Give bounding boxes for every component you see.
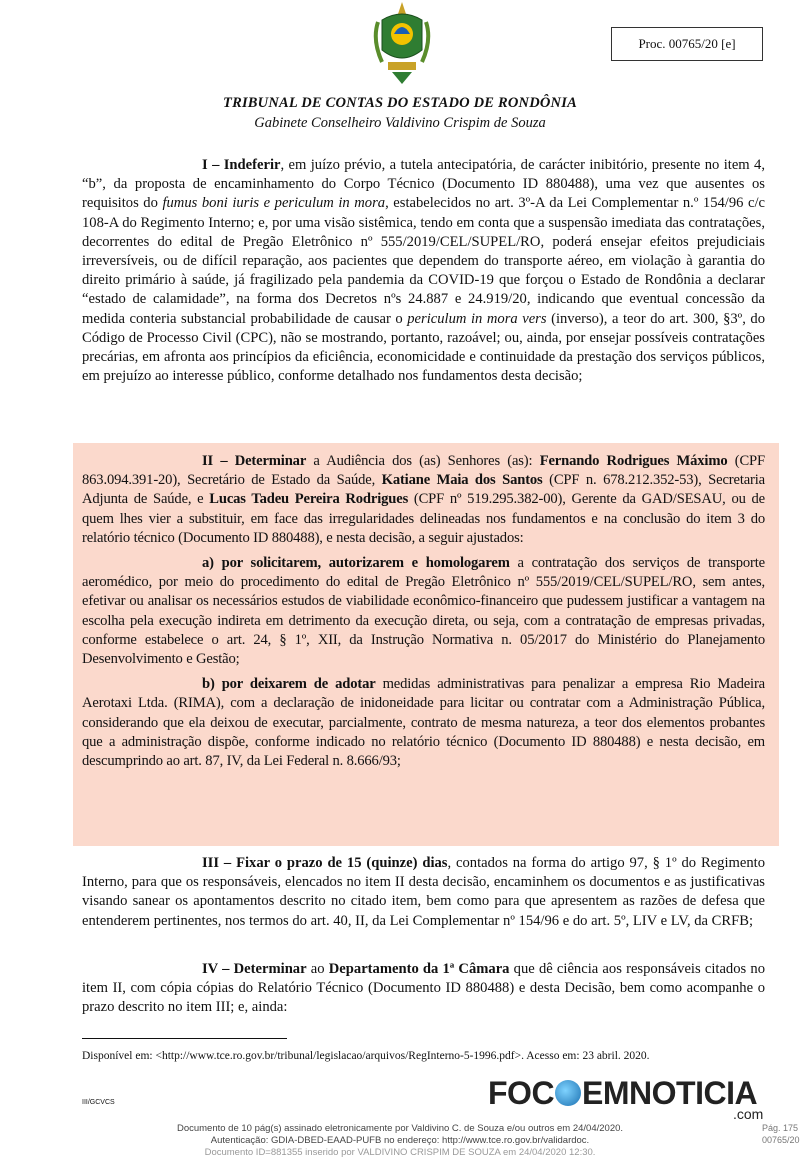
footnote-divider [82,1038,287,1039]
item-a-text: a contratação dos serviços de transporte aeromédico, por meio do procedimento do edital de Pregão Eletrônico nº 555/2019/CEL/SUPEL/RO, sem antes, efetivar ou analisar os necessários estudos de viabilidade econômico-financeiro que pudessem justificar a vantagem na escolha pela execução indireta em detrimento da execução direta, ou seja, com a contratação de empresas privadas, conforme estabelece o art. 24, § 1º, XII, da Instrução Normativa n. 05/2017 do Ministério do Planejamento Desenvolvimento e Gestão; [82,555,765,668]
section-ii-text-4: (CPF nº 519.295.382-00), Gerente da GAD/SESAU, ou de quem lhes vier a substituir, em face das irregularidades delineadas nos fundamentos e na conclusão do item 3 do relatório técnico (Documento ID 880488), e nesta decisão, a seguir ajustados: [82,491,765,546]
person-name-2: Katiane Maia dos Santos [381,472,543,489]
section-iv-lead: IV – Determinar [202,961,307,977]
item-b-text: medidas administrativas para penalizar a empresa Rio Madeira Aerotaxi Ltda. (RIMA), com a declaração de inidoneidade para licitar ou contratar com a Administração Pública, considerando que ela deixou de executar, parcialmente, contrato de mesma natureza, a teor dos elementos probantes que a administração dispõe, conforme indicado no relatório técnico (Documento ID 880488) e nesta decisão, em descumprindo ao art. 87, IV, da Lei Federal n. 8.666/93; [82,676,765,770]
footnote: Disponível em: <http://www.tce.ro.gov.br/tribunal/legislacao/arquivos/RegInterno-5-1996.pdf>. Acesso em: 23 abril. 2020. [82,1050,650,1062]
section-iv [82,960,765,1018]
author-initials: III/GCVCS [82,1099,115,1106]
section-iii-text: , contados na forma do artigo 97, § 1º do Regimento Interno, para que os responsáveis, elencados no item II desta decisão, encaminhem os documentos e as justificativas visando sanear os apontamentos descrito no citado item, bem como para que apresentem as razões de defesa que entenderem pertinentes, nos termos do art. 40, II, da Lei Complementar nº 154/96 e do art. 5º, LIV e LV, da CRFB; [82,855,765,929]
watermark-part-2: EMNOTICIA [582,1075,758,1111]
globe-icon [555,1080,581,1106]
page-number-b: 00765/20 [762,1135,800,1145]
section-i-italic-2: periculum in mora vers [407,310,547,327]
section-ii-highlight [73,443,779,846]
section-i-italic-1: fumus boni iuris e periculum in mora [162,195,386,212]
page-number-a: Pág. 175 [762,1123,799,1133]
state-coat-of-arms-icon [372,0,432,88]
section-ii-text-1: a Audiência dos (as) Senhores (as): [306,453,540,469]
process-number-box: Proc. 00765/20 [e] [611,27,763,61]
footer-authentication-line: Autenticação: GDIA-DBED-EAAD-PUFB no endereço: http://www.tce.ro.gov.br/validardoc. [210,1135,590,1146]
section-ii-text-3: (CPF n. 678.212.352-53), Secretaria Adjunta de Saúde, e [82,472,765,508]
institution-title: TRIBUNAL DE CONTAS DO ESTADO DE RONDÔNIA [223,95,577,111]
item-a-lead: a) por solicitarem, autorizarem e homologarem [202,555,510,572]
section-i-lead: I – Indeferir [202,157,281,173]
footer-signature-line: Documento de 10 pág(s) assinado eletronicamente por Valdivino C. de Souza e/ou outros em 24/04/2020. [176,1123,624,1134]
office-subtitle: Gabinete Conselheiro Valdivino Crispim de Souza [254,115,546,131]
section-i-text-1: , em juízo prévio, a tutela antecipatória, de carácter inibitório, presente no item 4, “b”, da proposta de encaminhamento do Corpo Técnico (Documento ID 880488), uma vez que ausentes os requisitos do [82,157,765,212]
section-ii [82,452,765,771]
section-iv-text-1: ao [306,961,329,977]
section-i-text-3: (inverso), a teor do art. 300, §3º, do Código de Processo Civil (CPC), não se mostrando, portanto, razoável; ou, ainda, por ensejar possíveis contratações precárias, em afronta aos princípios da eficiência, economicidade e continuidade da prestação dos serviços públicos, em prejuízo ao interesse público, conforme detalhado nos fundamentos desta decisão; [82,310,765,385]
section-i [82,156,765,386]
page-number [762,1122,800,1146]
person-name-3: Lucas Tadeu Pereira Rodrigues [209,491,409,508]
section-iv-text-2: que dê ciência aos responsáveis citados no item II, com cópia cópias do Relatório Técnico (Documento ID 880488) e desta Decisão, bem como acompanhe o prazo descrito no item III; e, ainda: [82,961,765,1016]
watermark-suffix: .com [733,1106,764,1122]
person-name-1: Fernando Rodrigues Máximo [539,453,728,469]
watermark-part-1: FOC [488,1075,555,1111]
section-ii-text-2: (CPF 863.094.391-20), Secretário de Estado da Saúde, [82,453,765,489]
section-ii-lead: II – Determinar [202,453,307,469]
section-i-text-2: , estabelecidos no art. 3º-A da Lei Complementar n.º 154/96 c/c 108-A do Regimento Interno; e, por uma visão sistêmica, tendo em conta que a suspensão imediata das contratações, decorrentes do edital de Pregão Eletrônico nº 555/2019/CEL/SUPEL/RO, poderá ensejar efeitos prejudiciais irreversíveis, ou de difícil reparação, aos pacientes que dependem do transporte aéreo, em violação à garantia do direito primário à saúde, já fragilizado pela pandemia da COVID-19 que forçou o Estado de Rondônia a declarar “estado de calamidade”, na forma dos Decretos nºs 24.887 e 24.919/20, indicando que eventual concessão da medida conteria substancial probabilidade de causar o [82,195,765,327]
footer-document-id-line: Documento ID=881355 inserido por VALDIVINO CRISPIM DE SOUZA em 24/04/2020 12:30. [204,1147,596,1158]
section-iii-lead: III – Fixar o prazo de 15 (quinze) dias [202,855,448,871]
watermark-logo [488,1075,757,1112]
item-b-lead: b) por deixarem de adotar [202,676,376,693]
section-iii [82,854,765,931]
department-name: Departamento da 1ª Câmara [328,961,510,977]
